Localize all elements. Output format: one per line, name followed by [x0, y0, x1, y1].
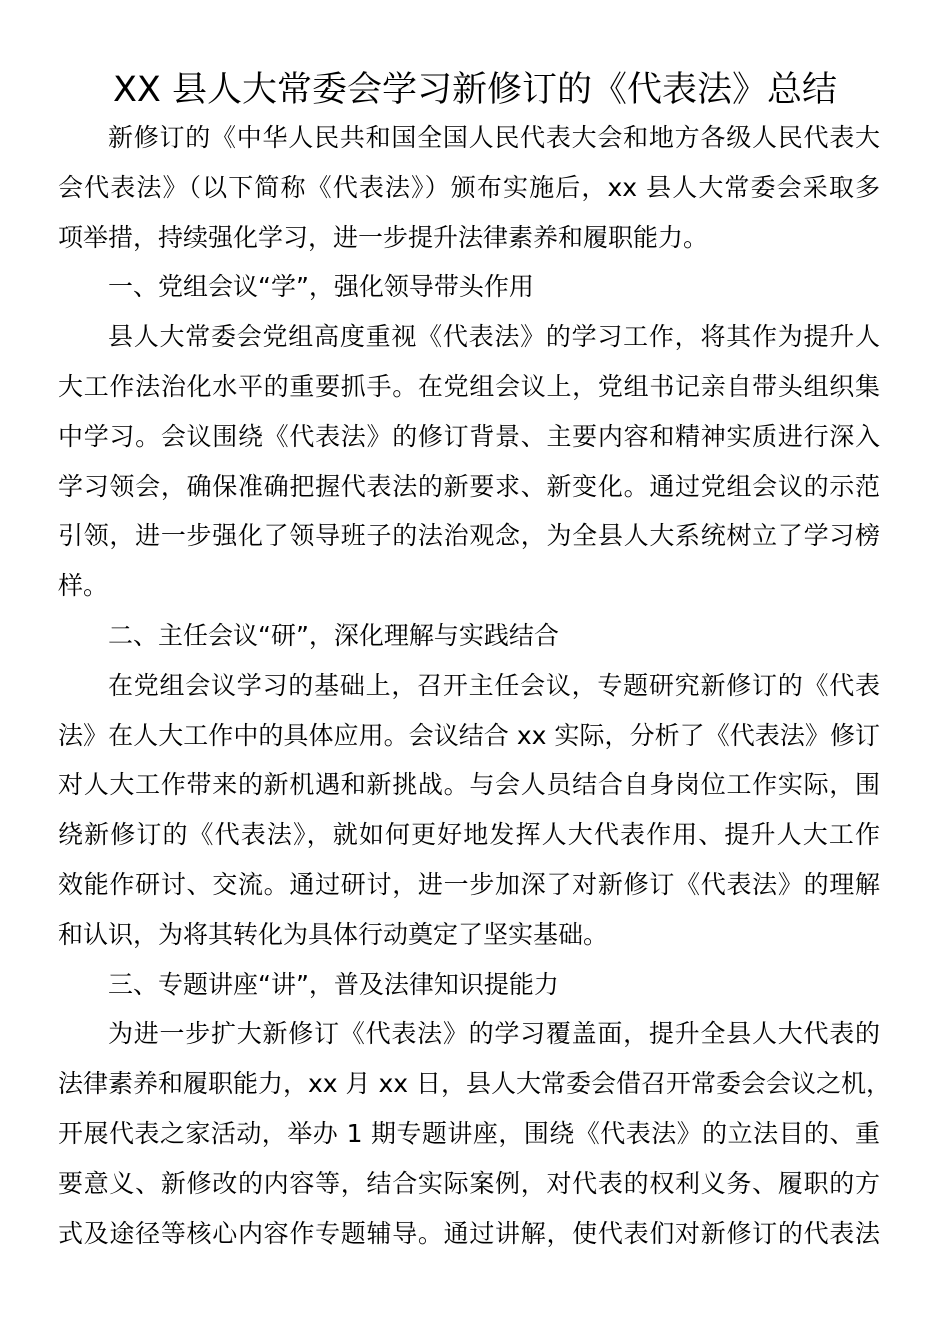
paragraph-line: 要意义、新修改的内容等，结合实际案例，对代表的权利义务、履职的方 [58, 1168, 880, 1198]
paragraph-line: 新修订的《中华人民共和国全国人民代表大会和地方各级人民代表大 [108, 123, 880, 152]
section-heading: 一、党组会议“学”，强化领导带头作用 [108, 272, 534, 302]
section-paragraph [58, 1009, 892, 1258]
section-paragraph [58, 312, 880, 611]
paragraph-line: 中学习。会议围绕《代表法》的修订背景、主要内容和精神实质进行深入 [58, 421, 880, 451]
paragraph-line: 对人大工作带来的新机遇和新挑战。与会人员结合自身岗位工作实际，围 [58, 770, 880, 800]
intro-paragraph [58, 113, 880, 262]
paragraph-line: 绕新修订的《代表法》，就如何更好地发挥人大代表作用、提升人大工作 [58, 820, 880, 850]
paragraph-line: 大工作法治化水平的重要抓手。在党组会议上，党组书记亲自带头组织集 [58, 371, 880, 401]
paragraph-line: 和认识，为将其转化为具体行动奠定了坚实基础。 [58, 919, 609, 949]
paragraph-line: 法》在人大工作中的具体应用。会议结合 xx 实际，分析了《代表法》修订 [58, 720, 880, 750]
section-heading: 二、主任会议“研”，深化理解与实践结合 [108, 620, 559, 650]
paragraph-line: 样。 [58, 571, 109, 601]
paragraph-line: 县人大常委会党组高度重视《代表法》的学习工作，将其作为提升人 [108, 322, 880, 352]
paragraph-line: 会代表法》（以下简称《代表法》）颁布实施后，xx 县人大常委会采取多 [58, 172, 880, 202]
paragraph-line: 学习领会，确保准确把握代表法的新要求、新变化。通过党组会议的示范 [58, 471, 880, 501]
paragraph-line: 效能作研讨、交流。通过研讨，进一步加深了对新修订《代表法》的理解 [58, 869, 880, 899]
paragraph-line: 开展代表之家活动，举办 1 期专题讲座，围绕《代表法》的立法目的、重 [58, 1118, 880, 1148]
document-body [58, 113, 892, 1258]
paragraph-line: 式及途径等核心内容作专题辅导。通过讲解，使代表们对新修订的代表法 [58, 1218, 880, 1248]
paragraph-line: 法律素养和履职能力，xx 月 xx 日，县人大常委会借召开常委会会议之机， [58, 1069, 892, 1099]
paragraph-line: 引领，进一步强化了领导班子的法治观念，为全县人大系统树立了学习榜 [58, 521, 880, 551]
section-heading: 三、专题讲座“讲”，普及法律知识提能力 [108, 969, 559, 999]
document-title: XX 县人大常委会学习新修订的《代表法》总结 [112, 70, 838, 110]
paragraph-line: 在党组会议学习的基础上，召开主任会议，专题研究新修订的《代表 [108, 670, 880, 700]
paragraph-line: 为进一步扩大新修订《代表法》的学习覆盖面，提升全县人大代表的 [108, 1019, 880, 1049]
section-paragraph [58, 661, 880, 960]
paragraph-line: 项举措，持续强化学习，进一步提升法律素养和履职能力。 [58, 222, 709, 252]
